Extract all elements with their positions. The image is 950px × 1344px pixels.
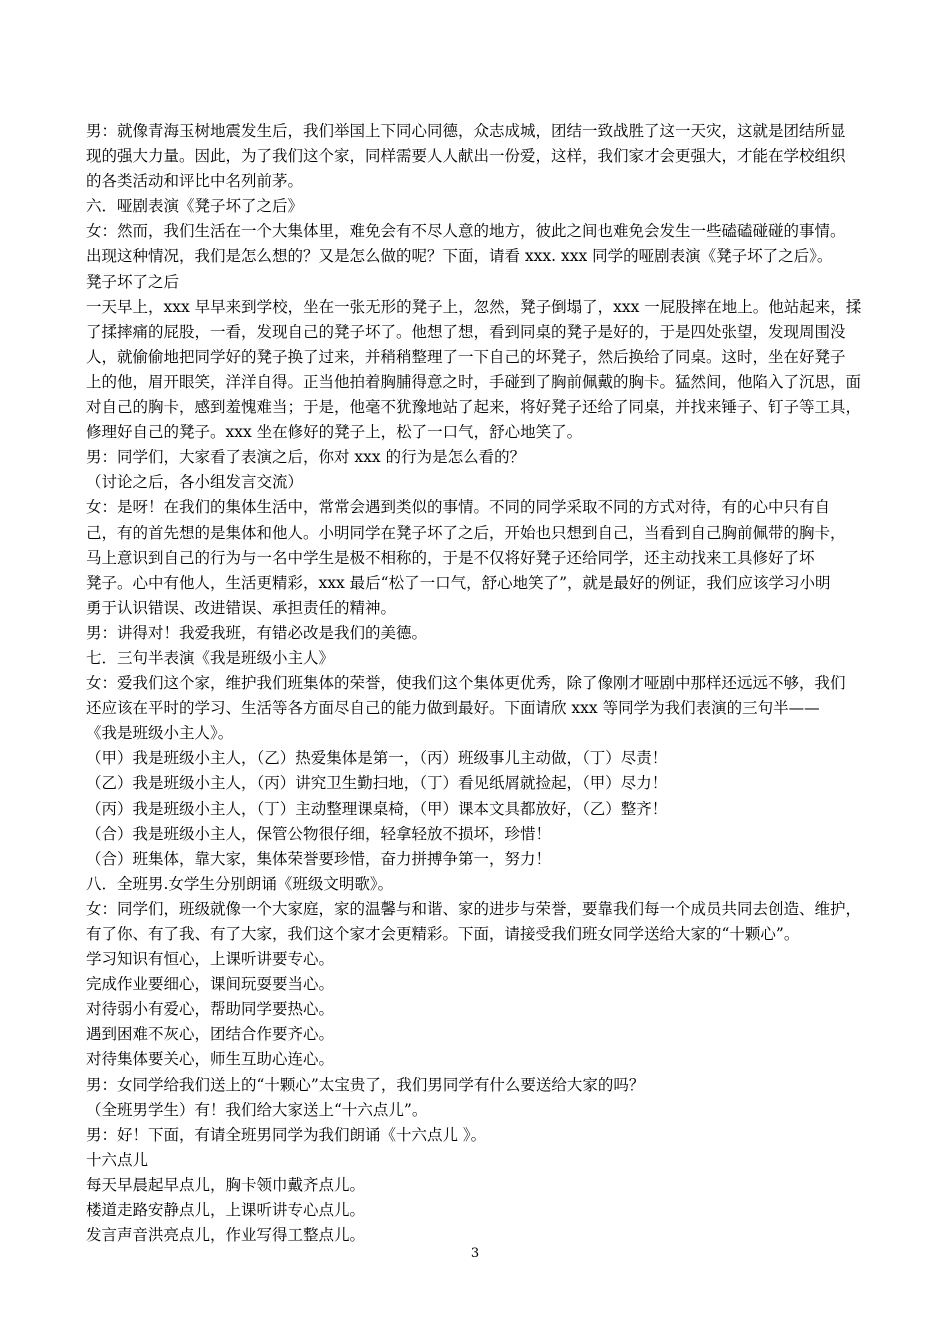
text-line: 女：然而，我们生活在一个大集体里，难免会有不尽人意的地方，彼此之间也难免会发生一些磕磕碰碰的事情。	[86, 222, 846, 241]
text-line: 每天早晨起早点儿，胸卡领巾戴齐点儿。	[86, 1175, 366, 1194]
text-line: （合）我是班级小主人，保管公物很仔细，轻拿轻放不损坏，珍惜！	[86, 824, 552, 843]
text-line: 楼道走路安静点儿，上课听讲专心点儿。	[86, 1201, 366, 1220]
text-line: 了揉摔痛的屁股，一看，发现自己的凳子坏了。他想了想，看到同桌的凳子是好的，于是四处张望，发现周围没	[86, 322, 846, 341]
text-line: 《我是班级小主人》。	[86, 724, 234, 743]
text-line: 十六点儿	[86, 1150, 149, 1169]
text-line: 遇到困难不灰心，团结合作要齐心。	[86, 1025, 335, 1044]
text-line: （甲）我是班级小主人，（乙）热爱集体是第一，（丙）班级事儿主动做，（丁）尽责！	[86, 749, 668, 768]
text-line: （丙）我是班级小主人，（丁）主动整理课桌椅，（甲）课本文具都放好，（乙）整齐！	[86, 799, 668, 818]
text-line: 女：同学们，班级就像一个大家庭，家的温馨与和谐、家的进步与荣誉，要靠我们每一个成员共同去创造、维护，	[86, 899, 862, 918]
text-line: 发言声音洪亮点儿，作业写得工整点儿。	[86, 1226, 366, 1245]
text-line: 还应该在平时的学习、生活等各方面尽自己的能力做到最好。下面请欣 xxx 等同学为我们表演的三句半——	[86, 699, 820, 718]
text-line: 女：是呀！在我们的集体生活中，常常会遇到类似的事情。不同的同学采取不同的方式对待，有的心中只有自	[86, 498, 831, 517]
text-line: 凳子坏了之后	[86, 272, 180, 291]
text-line: 女：爱我们这个家，维护我们班集体的荣誉，使我们这个集体更优秀，除了像刚才哑剧中那样还远远不够，我们	[86, 674, 846, 693]
text-line: 六．哑剧表演《凳子坏了之后》	[86, 197, 304, 216]
text-line: 现的强大力量。因此，为了我们这个家，同样需要人人献出一份爱，这样，我们家才会更强大，才能在学校组织	[86, 147, 846, 166]
text-line: （讨论之后，各小组发言交流）	[86, 473, 304, 492]
text-line: 男：讲得对！我爱我班，有错必改是我们的美德。	[86, 623, 428, 642]
text-line: 己，有的首先想的是集体和他人。小明同学在凳子坏了之后，开始也只想到自己，当看到自己胸前佩带的胸卡，	[86, 523, 846, 542]
text-line: 对待集体要关心，师生互助心连心。	[86, 1050, 335, 1069]
text-line: 男：女同学给我们送上的“十颗心”太宝贵了，我们男同学有什么要送给大家的吗？	[86, 1075, 645, 1094]
text-line: 修理好自己的凳子。xxx 坐在修好的凳子上，松了一口气，舒心地笑了。	[86, 423, 583, 442]
document-body	[86, 119, 886, 1248]
text-line: 对自己的胸卡，感到羞愧难当；于是，他毫不犹豫地站了起来，将好凳子还给了同桌，并找来锤子、钉子等工具，	[86, 398, 862, 417]
text-line: 八．全班男.女学生分别朗诵《班级文明歌》。	[86, 874, 394, 893]
text-line: 出现这种情况，我们是怎么想的？又是怎么做的呢？下面，请看 xxx. xxx 同学的哑剧表演《凳子坏了之后》。	[86, 247, 833, 266]
text-line: 人，就偷偷地把同学好的凳子换了过来，并稍稍整理了一下自己的坏凳子，然后换给了同桌。这时，坐在好凳子	[86, 347, 846, 366]
text-line: 凳子。心中有他人，生活更精彩，xxx 最后“松了一口气，舒心地笑了”，就是最好的例证，我们应该学习小明	[86, 573, 831, 592]
text-line: （乙）我是班级小主人，（丙）讲究卫生勤扫地，（丁）看见纸屑就捡起，（甲）尽力！	[86, 774, 668, 793]
text-line: 一天早上，xxx 早早来到学校，坐在一张无形的凳子上，忽然，凳子倒塌了，xxx 一屁股摔在地上。他站起来，揉	[86, 297, 862, 316]
text-line: 男：好！下面，有请全班男同学为我们朗诵《十六点儿 》。	[86, 1125, 487, 1144]
text-line: 马上意识到自己的行为与一名中学生是极不相称的，于是不仅将好凳子还给同学，还主动找来工具修好了坏	[86, 548, 815, 567]
text-line: 勇于认识错误、改进错误、承担责任的精神。	[86, 598, 397, 617]
text-line: 上的他，眉开眼笑，洋洋自得。正当他拍着胸脯得意之时，手碰到了胸前佩戴的胸卡。猛然间，他陷入了沉思，面	[86, 372, 862, 391]
page-number: 3	[470, 1246, 480, 1261]
text-line: （全班男学生）有！我们给大家送上“十六点儿”。	[86, 1100, 428, 1119]
text-line: （合）班集体，靠大家，集体荣誉要珍惜，奋力拼搏争第一，努力！	[86, 849, 552, 868]
text-line: 男：就像青海玉树地震发生后，我们举国上下同心同德，众志成城，团结一致战胜了这一天灾，这就是团结所显	[86, 122, 846, 140]
text-line: 学习知识有恒心，上课听讲要专心。	[86, 950, 335, 969]
text-line: 有了你、有了我、有了大家，我们这个家才会更精彩。下面，请接受我们班女同学送给大家的“十颗心”。	[86, 925, 800, 943]
text-line: 完成作业要细心，课间玩耍要当心。	[86, 975, 335, 994]
text-line: 的各类活动和评比中名列前茅。	[86, 172, 304, 191]
text-line: 对待弱小有爱心，帮助同学要热心。	[86, 1000, 335, 1019]
text-line: 男：同学们，大家看了表演之后，你对 xxx 的行为是怎么看的？	[86, 448, 526, 467]
text-line: 七．三句半表演《我是班级小主人》	[86, 648, 335, 667]
